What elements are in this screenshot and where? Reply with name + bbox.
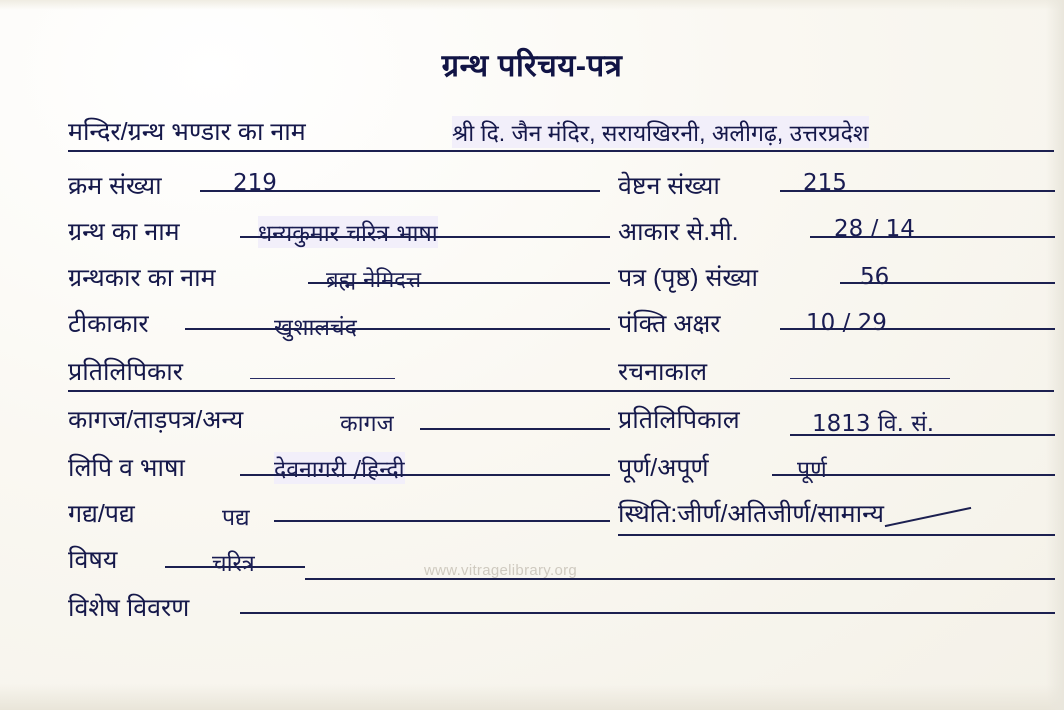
rule-left-2 xyxy=(240,236,610,238)
rule-right-8 xyxy=(618,534,1055,536)
paper-edge-right xyxy=(1046,0,1064,710)
field-value-gadya-padya: पद्य xyxy=(222,505,250,531)
field-label-granth-ka-naam: ग्रन्थ का नाम xyxy=(68,218,180,246)
field-value-pratilipikal: 1813 वि. सं. xyxy=(812,411,935,437)
rule-left-5a xyxy=(250,378,395,379)
paper-edge-bottom xyxy=(0,684,1064,710)
rule-temple xyxy=(68,150,1054,152)
field-label-kram-sankhya: क्रम संख्या xyxy=(68,172,162,200)
field-value-patra-sankhya: 56 xyxy=(860,264,890,290)
rule-left-6 xyxy=(420,428,610,430)
field-label-tikakar: टीकाकार xyxy=(68,310,149,338)
field-label-vishesh-vivaran: विशेष विवरण xyxy=(68,594,190,622)
field-value-aakar: 28 / 14 xyxy=(834,216,915,242)
field-label-vishay: विषय xyxy=(68,546,118,574)
field-label-gadya-padya: गद्य/पद्य xyxy=(68,500,135,528)
rule-left-4 xyxy=(185,328,610,330)
rule-right-4 xyxy=(780,328,1055,330)
field-value-granth-ka-naam: धन्यकुमार चरित्र भाषा xyxy=(258,216,438,248)
field-label-purna-apurna: पूर्ण/अपूर्ण xyxy=(618,454,709,482)
field-label-kagaj: कागज/ताड़पत्र/अन्य xyxy=(68,406,244,434)
rule-right-2 xyxy=(810,236,1055,238)
field-label-veshtan-sankhya: वेष्टन संख्या xyxy=(618,172,720,200)
field-label-aakar: आकार से.मी. xyxy=(618,218,739,246)
field-label-patra-sankhya: पत्र (पृष्ठ) संख्या xyxy=(618,264,758,292)
temple-name-label: मन्दिर/ग्रन्थ भण्डार का नाम xyxy=(68,118,306,146)
field-value-granthkar: ब्रह्म नेमिदत्त xyxy=(326,268,422,293)
rule-left-1 xyxy=(200,190,600,192)
rule-right-1 xyxy=(780,190,1055,192)
field-label-pankti-akshar: पंक्ति अक्षर xyxy=(618,310,721,338)
field-label-rachanakal: रचनाकाल xyxy=(618,358,708,386)
rule-left-10 xyxy=(240,612,1055,614)
page-title: ग्रन्थ परिचय-पत्र xyxy=(441,48,623,83)
field-label-sthiti: स्थिति:जीर्ण/अतिजीर्ण/सामान्य xyxy=(618,500,884,528)
rule-right-5a xyxy=(790,378,950,379)
field-value-kagaj: कागज xyxy=(340,411,394,437)
rule-left-3 xyxy=(308,282,610,284)
rule-left-7 xyxy=(240,474,610,476)
rule-right-3 xyxy=(840,282,1055,284)
watermark: www.vitragelibrary.org xyxy=(424,562,578,579)
field-value-tikakar: खुशालचंद xyxy=(274,315,357,341)
rule-full-5 xyxy=(68,390,1054,392)
rule-left-9a xyxy=(165,566,305,568)
rule-left-9b xyxy=(305,578,1055,580)
rule-right-7 xyxy=(772,474,1055,476)
field-value-veshtan-sankhya: 215 xyxy=(803,170,847,196)
paper-edge-top xyxy=(0,0,1064,10)
field-value-pankti-akshar: 10 / 29 xyxy=(806,310,887,336)
rule-right-6 xyxy=(790,434,1055,436)
field-value-purna-apurna: पूर्ण xyxy=(797,457,827,483)
field-label-granthkar: ग्रन्थकार का नाम xyxy=(68,264,216,292)
field-value-lipi-bhasha: देवनागरी /हिन्दी xyxy=(274,452,405,484)
temple-name-value: श्री दि. जैन मंदिर, सरायखिरनी, अलीगढ़, उत्तरप्रदेश xyxy=(452,116,869,148)
field-value-kram-sankhya: 219 xyxy=(233,170,277,196)
field-label-pratilipikar: प्रतिलिपिकार xyxy=(68,358,183,386)
field-label-pratilipikal: प्रतिलिपिकाल xyxy=(618,406,740,434)
rule-left-8 xyxy=(274,520,610,522)
field-value-vishay: चरित्र xyxy=(212,551,255,577)
field-label-lipi-bhasha: लिपि व भाषा xyxy=(68,454,185,482)
